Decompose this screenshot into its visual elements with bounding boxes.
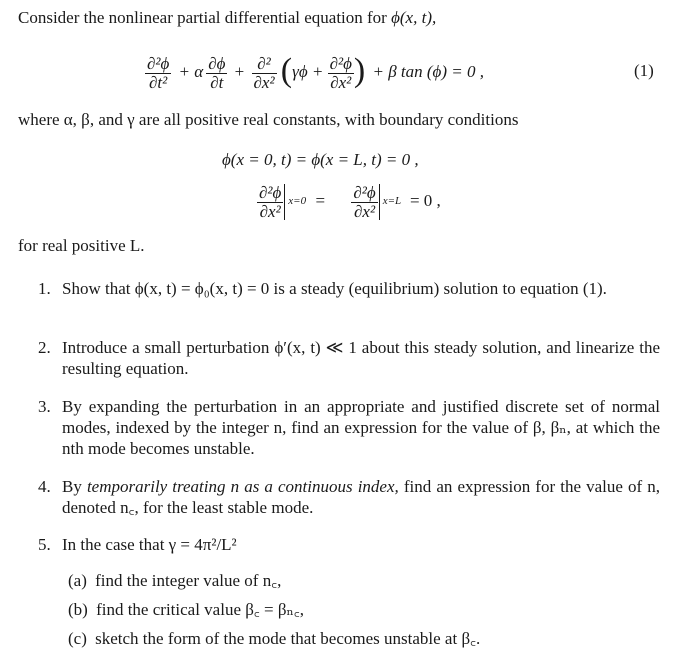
where-text: where α, β, and γ are all positive real constants, with boundary conditions: [18, 110, 519, 129]
bc-frac-left: $\frac{\text{∂²ϕ}}{\text{∂x²}}$: [259, 182, 282, 221]
equation-label: (1): [634, 61, 654, 80]
list-item-2: 2. Introduce a small perturbation ϕ′(x, t) ≪ 1 about this steady solution, and linearize the resulting equation.: [38, 338, 660, 378]
equation-tail: + β tan (ϕ) = 0 ,: [372, 62, 484, 81]
intro-text: Consider the nonlinear partial differential equation for: [18, 8, 387, 27]
plus-alpha: + α: [178, 62, 204, 81]
sub-item-c: (c) sketch the form of the mode that becomes unstable at β꜀.: [68, 629, 481, 648]
list-item-1: 1. Show that ϕ(x, t) = ϕ₀(x, t) = 0 is a steady (equilibrium) solution to equation (1).: [38, 279, 607, 298]
frac-d2phi-dt2: $\frac{\text{∂²ϕ}}{\text{∂t²}}$: [147, 53, 170, 92]
eval-bar-left: x=0: [284, 184, 285, 220]
bc-tail: = 0 ,: [409, 191, 441, 210]
frac-d2phi-dx2: $\frac{\text{∂²ϕ}}{\text{∂x²}}$: [329, 53, 352, 92]
sub-item-a: (a) find the integer value of n꜀,: [68, 571, 282, 590]
list-item-4: 4. By temporarily treating n as a continuous index, find an expression for the value of n, denoted n꜀, for the least stable mode.: [38, 477, 661, 517]
bc-line-2: $\frac{\text{∂²ϕ}}{\text{∂x²}}$ x=0 = $\frac{\text{∂²ϕ}}{\text{∂x²}}$ x=L = 0 ,: [259, 182, 441, 221]
bc-line-1: ϕ(x = 0, t) = ϕ(x = L, t) = 0 ,: [222, 150, 419, 169]
emphasis-text: temporarily treating n as a continuous index,: [86, 477, 399, 496]
frac-d2-dx2: $\frac{\text{∂²}}{\text{∂x²}}$: [253, 53, 275, 92]
sub-item-b: (b) find the critical value β꜀ = βₙ꜀,: [68, 600, 304, 619]
equation-1: $\frac{\text{∂²ϕ}}{\text{∂t²}}$ + α $\frac{\partial\phi}{\partial t}$ + $\frac{\text{∂²}}{\text{∂x²}}$ (γϕ + $\frac{\text{∂²ϕ}}{\text{∂x²}}$ ) + β tan (ϕ) = 0 ,: [145, 46, 487, 98]
list-item-5: 5. In the case that γ = 4π²/L²: [38, 535, 237, 554]
intro-line: [18, 8, 436, 28]
gamma-phi: γϕ +: [292, 62, 324, 81]
list-item-3: 3. By expanding the perturbation in an appropriate and justified discrete set of normal modes, indexed by the integer n, find an expression for the value of β, βₙ, at which the nth mode becomes unstable.: [38, 397, 660, 458]
frac-dphi-dt: $\frac{\partial\phi}{\partial t}$: [208, 53, 226, 92]
bc-frac-right: $\frac{\text{∂²ϕ}}{\text{∂x²}}$: [353, 182, 376, 221]
for-real-text: for real positive L.: [18, 236, 145, 255]
eval-bar-right: x=L: [379, 184, 380, 220]
intro-func: ϕ(x, t),: [391, 8, 437, 27]
